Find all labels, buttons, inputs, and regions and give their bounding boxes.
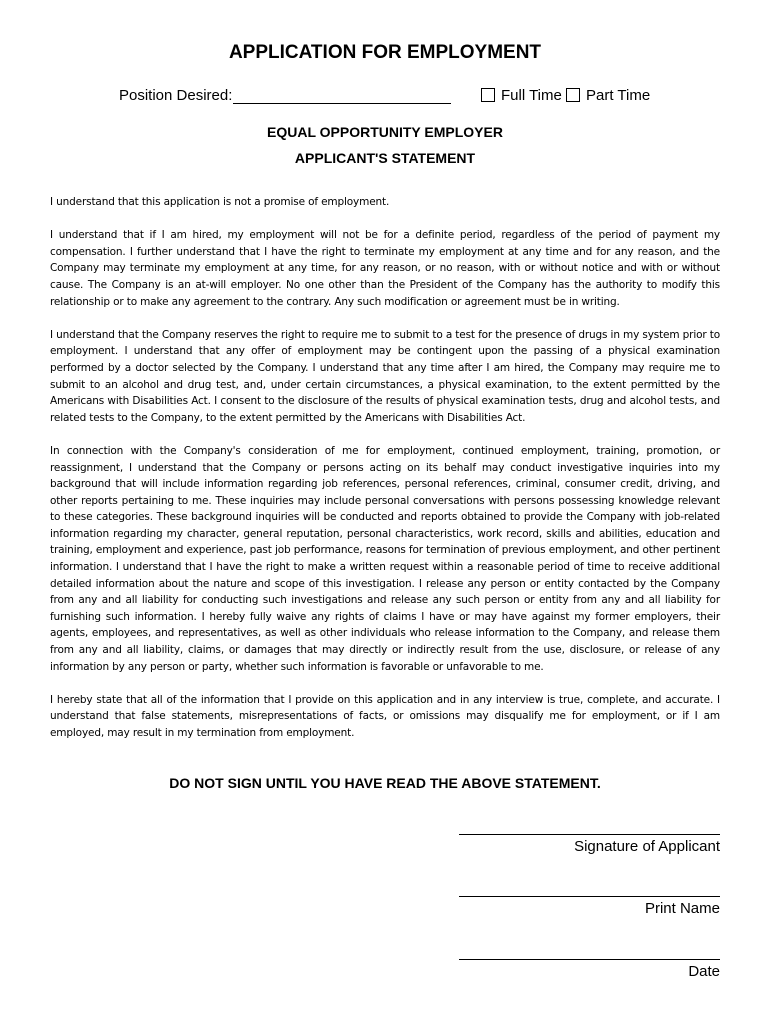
date-block <box>459 959 720 982</box>
print-name-line[interactable] <box>459 896 720 897</box>
date-line[interactable] <box>459 959 720 960</box>
position-desired-field[interactable] <box>233 103 451 104</box>
sign-warning: DO NOT SIGN UNTIL YOU HAVE READ THE ABOVE STATEMENT. <box>169 775 601 791</box>
applicant-statement-heading: APPLICANT'S STATEMENT <box>294 150 476 166</box>
paragraph: I understand that if I am hired, my employment will not be for a definite period, regardless of the period of payment my compensation. I further understand that I have the right to terminate my employment at any time and for any reason, and the Company may terminate my employment at any time, for any reason, or no reason, with or without notice and with or without cause. The Company is an at-will employer. No one other than the President of the Company has the authority to modify this relationship or to make any agreement to the contrary. Any such modification or agreement must be in writing. <box>50 229 720 308</box>
paragraph: I understand that the Company reserves the right to require me to submit to a test for the presence of drugs in my system prior to employment. I understand that any offer of employment may be contingent upon the passing of a physical examination performed by a doctor selected by the Company. I understand that any time after I am hired, the Company may require me to submit to an alcohol and drug test, and, under certain circumstances, a physical examination, to the extent permitted by the Americans with Disabilities Act. I consent to the disclosure of the results of physical examination tests, drug and alcohol tests, and related tests to the Company, to the extent permitted by the Americans with Disabilities Act. <box>50 328 720 424</box>
position-row <box>0 86 770 108</box>
paragraph: In connection with the Company's consideration of me for employment, continued employment, training, promotion, or reassignment, I understand that the Company or persons acting on its behalf may conduct investigative inquiries into my background that will include information regarding job references, personal references, criminal, consumer credit, driving, and other reports pertaining to me. These inquiries may include personal conversations with persons possessing knowledge relevant to these categories. These background inquiries will be conducted and reports obtained to provide the Company with job-related information regarding my character, general reputation, personal characteristics, work record, skills and abilities, education and training, employment and experience, past job performance, reasons for termination of previous employment, and other pertinent information. I understand that I have the right to make a written request within a reasonable period of time to receive additional detailed information about the nature and scope of this investigation. I release any person or entity contacted by the Company from any and all liability for conducting such investigations and release any such person or entity from any and all liability for furnishing such information. I hereby fully waive any rights of claims I have or may have against my former employers, their agents, employees, and representatives, as well as other individuals who release information to the Company, and release them from any and all liability, claims, or damages that may directly or indirectly result from the use, disclosure, or release of any information by any person or party, whether such information is favorable or unfavorable to me. <box>50 444 720 673</box>
paragraph: I hereby state that all of the information that I provide on this application and in any interview is true, complete, and accurate. I understand that false statements, misrepresentations of facts, or omissions may disqualify me for employment, or if I am employed, may result in my termination from employment. <box>50 693 720 739</box>
signature-block <box>459 834 720 857</box>
full-time-checkbox[interactable] <box>481 88 495 102</box>
part-time-label: Part Time <box>586 87 651 104</box>
statement-body <box>50 194 720 758</box>
position-desired-label: Position Desired: <box>119 87 233 104</box>
print-name-label: Print Name <box>644 900 720 917</box>
page-title: APPLICATION FOR EMPLOYMENT <box>228 42 542 63</box>
full-time-label: Full Time <box>501 87 562 104</box>
paragraph: I understand that this application is not a promise of employment. <box>50 196 390 208</box>
date-label: Date <box>688 963 720 980</box>
part-time-checkbox[interactable] <box>566 88 580 102</box>
equal-opportunity-heading: EQUAL OPPORTUNITY EMPLOYER <box>267 124 503 140</box>
signature-line[interactable] <box>459 834 720 835</box>
signature-label: Signature of Applicant <box>574 838 720 855</box>
print-name-block <box>459 896 720 919</box>
